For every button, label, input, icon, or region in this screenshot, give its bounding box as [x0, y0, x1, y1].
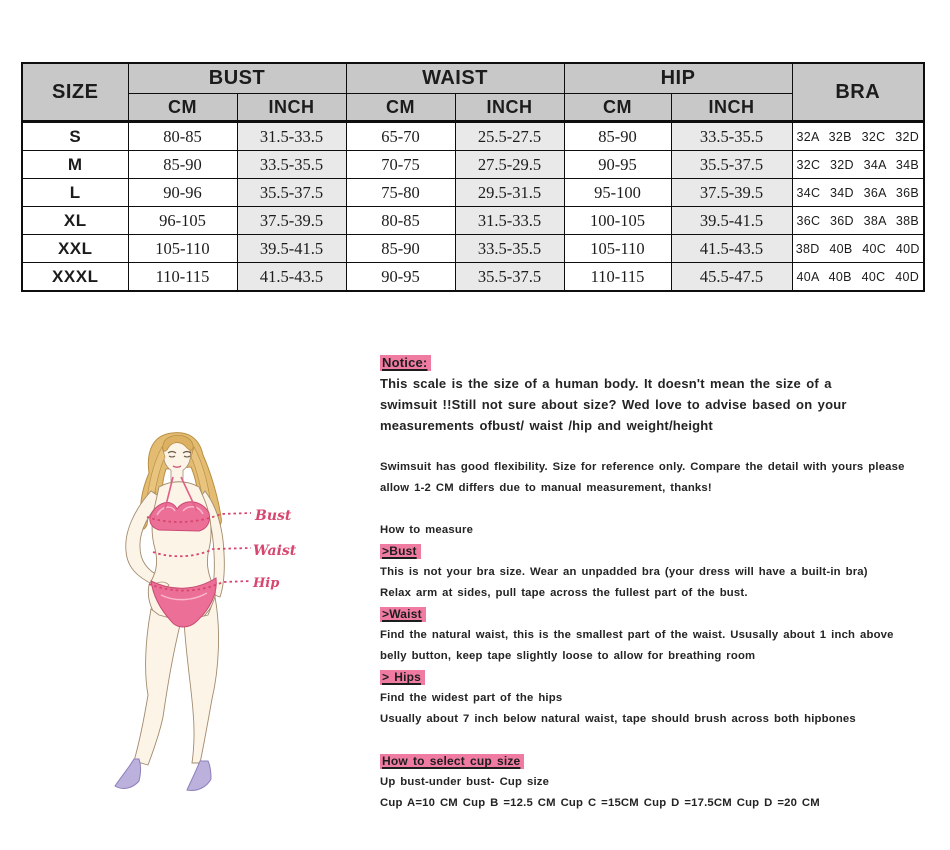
note-heading: > Hips [380, 670, 425, 685]
table-row [22, 235, 924, 263]
cell-size: L [22, 179, 128, 207]
note-heading-line [380, 541, 940, 562]
cell-waist-cm: 65-70 [346, 122, 455, 151]
note-heading: >Waist [380, 607, 426, 622]
note-line: How to measure [380, 524, 474, 536]
header-hip-cm: CM [564, 94, 671, 122]
cell-bra: 40A 40B 40C 40D [792, 263, 924, 292]
size-chart-table [21, 62, 925, 292]
cell-bra: 38D 40B 40C 40D [792, 235, 924, 263]
table-row [22, 207, 924, 235]
table-body [22, 122, 924, 292]
cell-waist-cm: 85-90 [346, 235, 455, 263]
cell-waist-cm: 90-95 [346, 263, 455, 292]
cell-bra: 34C 34D 36A 36B [792, 179, 924, 207]
note-line: Up bust-under bust- Cup size [380, 776, 550, 788]
table-header-row-groups [22, 63, 924, 94]
note-line: measurements ofbust/ waist /hip and weight/height [380, 418, 713, 433]
header-bust-inch: INCH [237, 94, 346, 122]
table-row [22, 151, 924, 179]
cell-hip-cm: 85-90 [564, 122, 671, 151]
cell-size: XXXL [22, 263, 128, 292]
waist-label: Waist [253, 543, 297, 559]
note-gap [380, 730, 940, 751]
measurement-figure [113, 425, 363, 797]
cell-bust-inch: 35.5-37.5 [237, 179, 346, 207]
cell-bra: 36C 36D 38A 38B [792, 207, 924, 235]
note-line: allow 1-2 CM differs due to manual measurement, thanks! [380, 482, 712, 494]
note-line: This is not your bra size. Wear an unpadded bra (your dress will have a built-in bra) [380, 566, 868, 578]
note-heading: >Bust [380, 544, 421, 559]
leg-left [134, 609, 181, 765]
note-gap [380, 499, 940, 520]
note-heading-line [380, 667, 940, 688]
cell-waist-inch: 33.5-35.5 [455, 235, 564, 263]
cell-hip-inch: 33.5-35.5 [671, 122, 792, 151]
cell-hip-inch: 41.5-43.5 [671, 235, 792, 263]
cell-bra: 32A 32B 32C 32D [792, 122, 924, 151]
note-gap [380, 436, 940, 457]
note-line: Relax arm at sides, pull tape across the fullest part of the bust. [380, 587, 748, 599]
header-waist-inch: INCH [455, 94, 564, 122]
cell-bust-inch: 37.5-39.5 [237, 207, 346, 235]
cell-hip-inch: 39.5-41.5 [671, 207, 792, 235]
cell-waist-cm: 80-85 [346, 207, 455, 235]
cell-hip-cm: 90-95 [564, 151, 671, 179]
cell-waist-cm: 75-80 [346, 179, 455, 207]
header-waist: WAIST [346, 63, 564, 94]
note-line: belly button, keep tape slightly loose to allow for breathing room [380, 650, 756, 662]
note-line: swimsuit !!Still not sure about size? Wed love to advise based on your [380, 397, 847, 412]
note-heading: Notice: [380, 355, 431, 371]
cell-hip-cm: 110-115 [564, 263, 671, 292]
cell-hip-cm: 95-100 [564, 179, 671, 207]
header-size: SIZE [22, 63, 128, 122]
header-bra: BRA [792, 63, 924, 122]
note-line: Cup A=10 CM Cup B =12.5 CM Cup C =15CM Cup D =17.5CM Cup D =20 CM [380, 797, 820, 809]
cell-hip-inch: 45.5-47.5 [671, 263, 792, 292]
cell-hip-cm: 105-110 [564, 235, 671, 263]
cell-waist-inch: 31.5-33.5 [455, 207, 564, 235]
figure-sketch-svg [113, 425, 363, 797]
cell-bust-cm: 80-85 [128, 122, 237, 151]
cell-bust-inch: 33.5-35.5 [237, 151, 346, 179]
table-row [22, 179, 924, 207]
note-line: Usually about 7 inch below natural waist, tape should brush across both hipbones [380, 713, 856, 725]
cell-bust-cm: 110-115 [128, 263, 237, 292]
cell-waist-cm: 70-75 [346, 151, 455, 179]
cell-size: M [22, 151, 128, 179]
cell-hip-cm: 100-105 [564, 207, 671, 235]
cell-waist-inch: 25.5-27.5 [455, 122, 564, 151]
header-hip-inch: INCH [671, 94, 792, 122]
table-row [22, 263, 924, 292]
header-hip: HIP [564, 63, 792, 94]
note-line: Find the natural waist, this is the smallest part of the waist. Ususally about 1 inch above [380, 629, 894, 641]
cell-hip-inch: 35.5-37.5 [671, 151, 792, 179]
notes-block [380, 352, 940, 814]
shoe-right [187, 761, 211, 790]
shoe-left [115, 759, 141, 788]
cell-bust-inch: 31.5-33.5 [237, 122, 346, 151]
note-heading: How to select cup size [380, 754, 524, 769]
table-row [22, 122, 924, 151]
cell-waist-inch: 35.5-37.5 [455, 263, 564, 292]
cell-size: S [22, 122, 128, 151]
cell-waist-inch: 27.5-29.5 [455, 151, 564, 179]
note-line: Swimsuit has good flexibility. Size for reference only. Compare the detail with yours please [380, 461, 905, 473]
hip-label: Hip [253, 576, 280, 591]
cell-bra: 32C 32D 34A 34B [792, 151, 924, 179]
cell-hip-inch: 37.5-39.5 [671, 179, 792, 207]
note-heading-line [380, 352, 940, 373]
note-line: Find the widest part of the hips [380, 692, 563, 704]
cell-size: XXL [22, 235, 128, 263]
header-bust: BUST [128, 63, 346, 94]
table-header-row-units [22, 94, 924, 122]
header-bust-cm: CM [128, 94, 237, 122]
cell-bust-inch: 41.5-43.5 [237, 263, 346, 292]
cell-bust-inch: 39.5-41.5 [237, 235, 346, 263]
header-waist-cm: CM [346, 94, 455, 122]
cell-bust-cm: 96-105 [128, 207, 237, 235]
cell-waist-inch: 29.5-31.5 [455, 179, 564, 207]
cell-size: XL [22, 207, 128, 235]
bust-label: Bust [255, 508, 292, 524]
note-heading-line [380, 751, 940, 772]
cell-bust-cm: 105-110 [128, 235, 237, 263]
cell-bust-cm: 85-90 [128, 151, 237, 179]
note-line: This scale is the size of a human body. It doesn't mean the size of a [380, 376, 832, 391]
cell-bust-cm: 90-96 [128, 179, 237, 207]
bikini-top [150, 502, 210, 531]
note-heading-line [380, 604, 940, 625]
